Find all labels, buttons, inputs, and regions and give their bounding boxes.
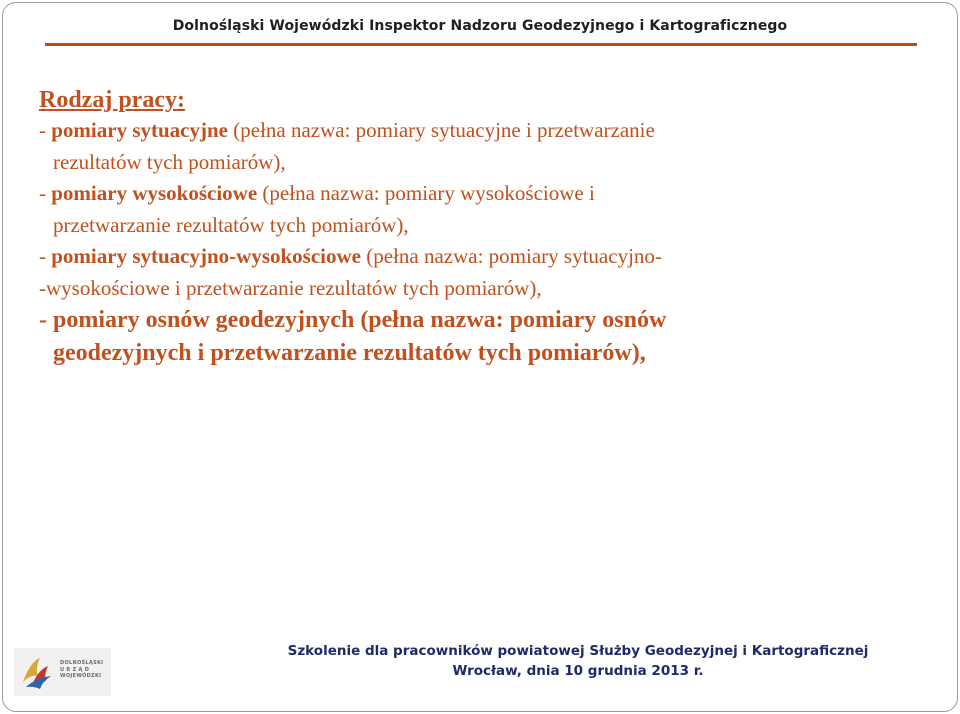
list-item-line: -wysokościowe i przetwarzanie rezultatów tych pomiarów), — [39, 275, 542, 300]
footer-date: Wrocław, dnia 10 grudnia 2013 r. — [452, 663, 704, 679]
section-heading: Rodzaj pracy: — [39, 87, 185, 113]
logo-text: DOLNOŚLĄSKI U R Z Ą D WOJEWÓDZKI — [60, 660, 104, 679]
list-item-term: pomiary sytuacyjno-wysokościowe — [51, 244, 361, 268]
slide — [2, 2, 958, 712]
list-item-line: rezultatów tych pomiarów), — [53, 149, 286, 174]
slide-content — [39, 85, 919, 370]
list-item-line: - pomiary osnów geodezyjnych (pełna nazwa: pomiary osnów — [39, 307, 667, 333]
header-divider — [45, 43, 917, 46]
list-item-line: przetwarzanie rezultatów tych pomiarów), — [53, 212, 409, 237]
list-item-line: - pomiary wysokościowe (pełna nazwa: pomiary wysokościowe i — [39, 181, 595, 205]
footer-training-title: Szkolenie dla pracowników powiatowej Służby Geodezyjnej i Kartograficznej — [287, 643, 869, 659]
list-item — [39, 241, 919, 304]
list-item-term: pomiary wysokościowe — [51, 181, 258, 205]
list-item — [39, 115, 919, 178]
eagle-logo-icon — [18, 652, 56, 692]
list-item — [39, 178, 919, 241]
header-title: Dolnośląski Wojewódzki Inspektor Nadzoru Geodezyjnego i Kartograficznego — [172, 18, 788, 34]
list-item-line: geodezyjnych i przetwarzanie rezultatów tych pomiarów), — [53, 340, 646, 366]
list-item-term: pomiary sytuacyjne — [51, 118, 228, 142]
list-item-line: - pomiary sytuacyjno-wysokościowe (pełna nazwa: pomiary sytuacyjno- — [39, 244, 662, 268]
list-item-line: - pomiary sytuacyjne (pełna nazwa: pomiary sytuacyjne i przetwarzanie — [39, 118, 655, 142]
list-item — [39, 304, 919, 370]
office-logo — [14, 648, 111, 696]
